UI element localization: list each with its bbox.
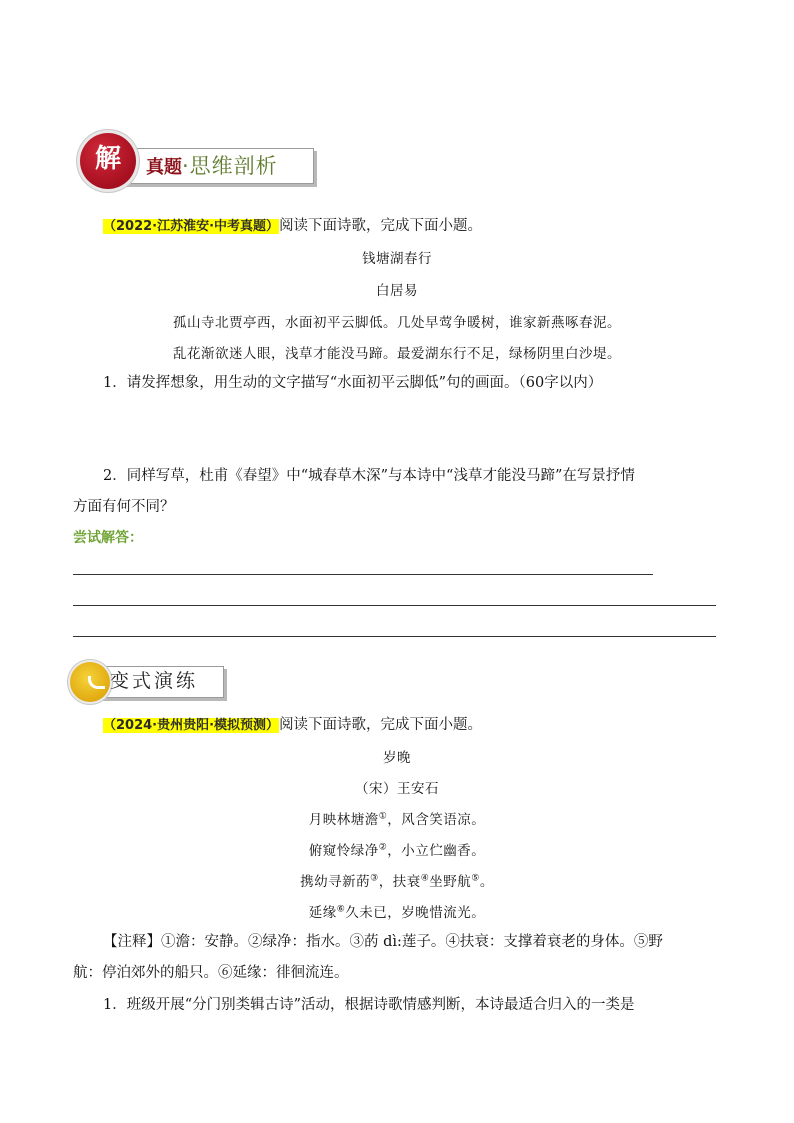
section-title: 变式演练 xyxy=(110,670,199,692)
question-2-line1: 2．同样写草，杜甫《春望》中“城春草木深”与本诗中“浅草才能没马蹄”在写景抒情 xyxy=(103,468,635,484)
answer-line[interactable] xyxy=(73,574,653,575)
poem-line xyxy=(0,839,794,859)
poem-line-text: 。 xyxy=(479,874,494,890)
poem-line-text: ，风含笑语凉。 xyxy=(387,812,486,828)
notes-line1: 【注释】①澹：安静。②绿净：指水。③菂 dì:莲子。④扶衰：支撑着衰老的身体。⑤野 xyxy=(103,934,663,950)
answer-line[interactable] xyxy=(73,605,716,606)
section-badge-glyph: 解 xyxy=(94,144,121,174)
poem-title: 岁晚 xyxy=(383,750,411,766)
poem-line-text: 俯窥怜绿净 xyxy=(308,843,379,859)
poem-line-text: 延缘 xyxy=(308,905,337,921)
poem-line-text: ，扶衰 xyxy=(378,874,421,890)
poem-line: 孤山寺北贾亭西，水面初平云脚低。几处早莺争暖树，谁家新燕啄春泥。 xyxy=(173,315,621,331)
poem-line-text: ，小立伫幽香。 xyxy=(387,843,486,859)
answer-label: 尝试解答： xyxy=(73,530,143,546)
poem-author: （宋）王安石 xyxy=(355,781,439,797)
question-1: 1．班级开展“分门别类辑古诗”活动，根据诗歌情感判断，本诗最适合归入的一类是 xyxy=(103,997,635,1013)
question-2-line2: 方面有何不同？ xyxy=(73,499,175,515)
footnote-marker: ④ xyxy=(420,873,430,884)
notes-line2: 航：停泊郊外的船只。⑥延缘：徘徊流连。 xyxy=(73,965,349,981)
section-title-part2: ·思维剖析 xyxy=(182,154,278,178)
poem-line: 乱花渐欲迷人眼，浅草才能没马蹄。最爱湖东行不足，绿杨阴里白沙堤。 xyxy=(173,346,621,362)
poem-line-text: 携幼寻新菂 xyxy=(300,874,371,890)
poem-title: 钱塘湖春行 xyxy=(362,251,432,267)
question-intro xyxy=(103,216,482,237)
question-1: 1．请发挥想象，用生动的文字描写“水面初平云脚低”句的画面。（60字以内） xyxy=(103,375,603,391)
instruction-text: 阅读下面诗歌，完成下面小题。 xyxy=(279,218,483,234)
source-highlight: （2022·江苏淮安·中考真题） xyxy=(103,219,280,234)
section-title xyxy=(146,149,278,183)
footnote-marker: ② xyxy=(378,842,388,853)
source-highlight: （2024·贵州贵阳·模拟预测） xyxy=(103,718,280,733)
section-title-part1: 真题 xyxy=(146,157,182,178)
answer-line[interactable] xyxy=(73,636,716,637)
instruction-text: 阅读下面诗歌，完成下面小题。 xyxy=(279,717,483,733)
question-intro xyxy=(103,715,482,736)
footnote-marker: ⑥ xyxy=(336,904,346,915)
poem-line xyxy=(0,901,794,921)
poem-line-text: 坐野航 xyxy=(429,874,472,890)
footnote-marker: ⑤ xyxy=(471,873,480,884)
poem-line xyxy=(0,808,794,828)
poem-line xyxy=(0,870,794,890)
footnote-marker: ③ xyxy=(370,873,379,884)
poem-line-text: 久未已，岁晚惜流光。 xyxy=(345,905,486,921)
poem-author: 白居易 xyxy=(376,283,418,299)
poem-line-text: 月映林塘澹 xyxy=(308,812,379,828)
footnote-marker: ① xyxy=(378,811,388,822)
